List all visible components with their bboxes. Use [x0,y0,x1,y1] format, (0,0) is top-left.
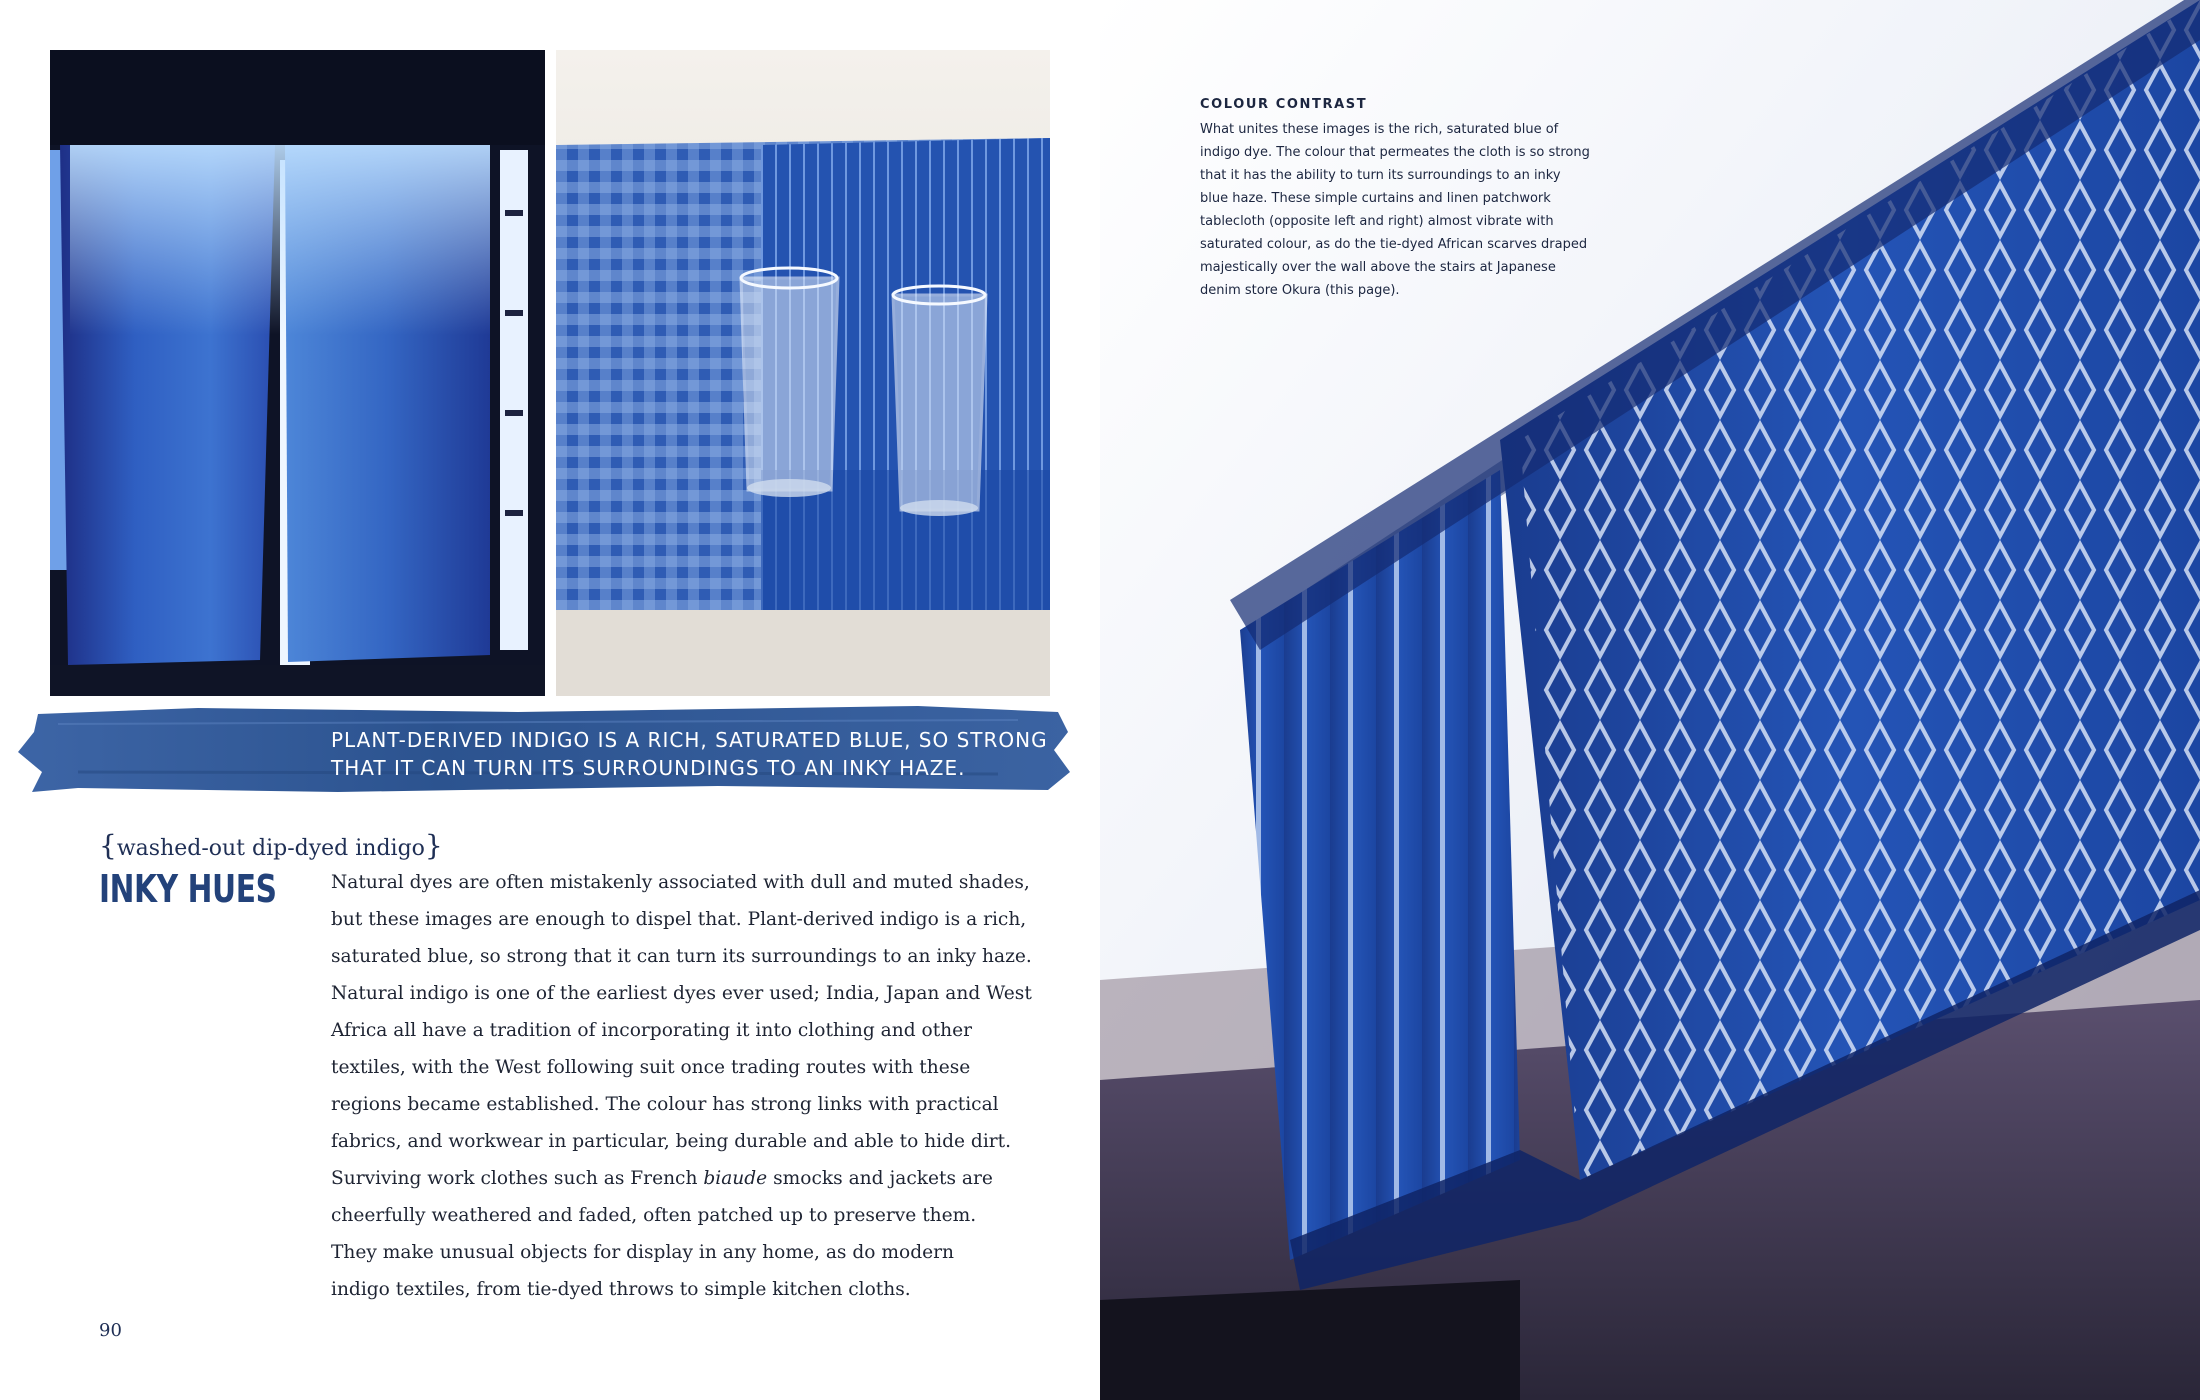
open-brace: { [99,829,117,862]
body-line-9-end: smocks and jackets are [767,1168,993,1189]
section-title: INKY HUES [99,867,277,911]
body-line-9-start: Surviving work clothes such as French [331,1168,704,1189]
right-page [1100,0,2200,1400]
body-line [331,1160,1006,1197]
page-number: 90 [99,1320,122,1341]
body-line: textiles, with the West following suit once trading routes with these [331,1057,971,1078]
caption-line: tablecloth (opposite left and right) almost vibrate with [1200,214,1554,229]
caption-line: majestically over the wall above the stairs at Japanese [1200,260,1556,275]
pull-quote-banner [18,702,1074,796]
caption-line: denim store Okura (this page). [1200,283,1400,298]
body-text [331,864,1032,1308]
indigo-patchwork-tablecloth-glasses-image [556,50,1050,696]
body-line: regions became established. The colour has strong links with practical [331,1094,999,1115]
caption-line: saturated colour, as do the tie-dyed African scarves draped [1200,237,1588,252]
body-line: Natural indigo is one of the earliest dyes ever used; India, Japan and West [331,983,1032,1004]
body-line: cheerfully weathered and faded, often patched up to preserve them. [331,1205,977,1226]
body-line: Natural dyes are often mistakenly associated with dull and muted shades, [331,872,1030,893]
indigo-curtains-photo [50,50,545,696]
caption-line: What unites these images is the rich, saturated blue of [1200,122,1559,137]
pull-quote-line-2: THAT IT CAN TURN ITS SURROUNDINGS TO AN INKY HAZE. [331,756,966,780]
body-italic-term: biaude [703,1168,768,1189]
body-line: They make unusual objects for display in any home, as do modern [331,1242,954,1263]
subtitle-text: washed-out dip-dyed indigo [116,836,425,861]
photo-caption [1200,96,1610,302]
indigo-tablecloth-photo [556,50,1050,696]
indigo-noren-curtains-image [50,50,545,696]
close-brace: } [424,829,443,862]
caption-line: blue haze. These simple curtains and linen patchwork [1200,191,1551,206]
pull-quote-line-1: PLANT-DERIVED INDIGO IS A RICH, SATURATED BLUE, SO STRONG [331,728,1048,752]
caption-line: that it has the ability to turn its surroundings to an inky [1200,168,1561,183]
section-subtitle [99,831,443,864]
caption-line: indigo dye. The colour that permeates the cloth is so strong [1200,145,1590,160]
body-line: Africa all have a tradition of incorporating it into clothing and other [331,1020,973,1041]
body-line: saturated blue, so strong that it can turn its surroundings to an inky haze. [331,946,1032,967]
body-line: but these images are enough to dispel that. Plant-derived indigo is a rich, [331,909,1027,930]
body-line: indigo textiles, from tie-dyed throws to simple kitchen cloths. [331,1279,911,1300]
body-line: fabrics, and workwear in particular, being durable and able to hide dirt. [331,1131,1012,1152]
pull-quote-text [331,726,1051,782]
caption-title: COLOUR CONTRAST [1200,97,1368,112]
